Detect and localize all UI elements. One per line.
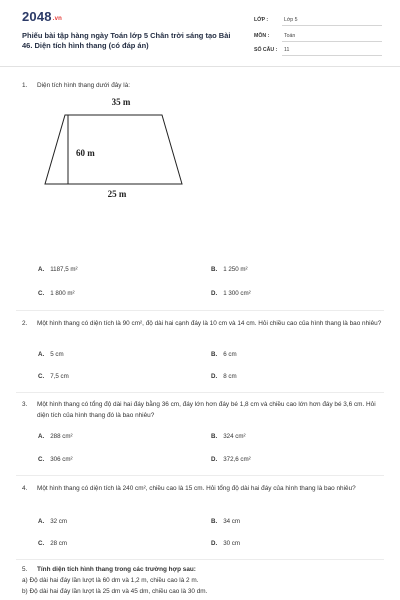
option-text: 1 300 cm² [223, 290, 251, 297]
option-text: 30 cm [223, 540, 241, 547]
option-letter: D. [211, 373, 218, 380]
option-letter: C. [38, 540, 45, 547]
option-letter: B. [211, 266, 218, 273]
option-text: 1187,5 m² [50, 266, 78, 273]
q3-option-a[interactable] [38, 433, 73, 440]
option-letter: D. [211, 456, 218, 463]
option-text: 1 250 m² [223, 266, 248, 273]
divider [16, 392, 384, 393]
question-count-label: SỐ CÂU : [254, 47, 278, 53]
q4-option-a[interactable] [38, 518, 67, 525]
logo-suffix: .vn [52, 16, 63, 22]
site-logo[interactable] [22, 9, 62, 24]
worksheet-header [0, 0, 400, 67]
option-text: 8 cm [223, 373, 237, 380]
class-field [254, 16, 382, 26]
option-text: 306 cm² [50, 456, 73, 463]
option-text: 372,6 cm² [223, 456, 251, 463]
field-underline [282, 25, 382, 26]
divider [16, 310, 384, 311]
q4-option-c[interactable] [38, 540, 67, 547]
question-5-number: 5. [22, 566, 28, 573]
question-2-number: 2. [22, 320, 28, 327]
option-letter: B. [211, 518, 218, 525]
option-letter: D. [211, 290, 218, 297]
option-letter: C. [38, 456, 45, 463]
q4-option-d[interactable] [211, 540, 240, 547]
option-text: 7,5 cm [50, 373, 69, 380]
q1-option-c[interactable] [38, 290, 75, 297]
divider [16, 559, 384, 560]
subject-field [254, 32, 382, 42]
q2-option-d[interactable] [211, 373, 237, 380]
q1-option-a[interactable] [38, 266, 78, 273]
option-letter: C. [38, 373, 45, 380]
class-value: Lớp 5 [284, 17, 298, 23]
question-2-text: Một hình thang có diện tích là 90 cm², độ dài hai cạnh đáy là 10 cm và 14 cm. Hỏi chiều cao của hình thang là bao nhiêu? [37, 320, 382, 327]
q1-option-d[interactable] [211, 290, 251, 297]
option-letter: A. [38, 266, 45, 273]
subject-label: MÔN : [254, 33, 270, 39]
option-letter: B. [211, 433, 218, 440]
logo-main: 2048 [22, 9, 52, 24]
option-letter: A. [38, 433, 45, 440]
top-base-label: 35 m [111, 97, 131, 107]
divider [16, 475, 384, 476]
option-letter: A. [38, 518, 45, 525]
q4-option-b[interactable] [211, 518, 240, 525]
q3-option-d[interactable] [211, 456, 251, 463]
worksheet-title: Phiếu bài tập hàng ngày Toán lớp 5 Chân trời sáng tạo Bài 46. Diện tích hình thang (có đáp án) [22, 31, 231, 50]
question-count-value: 11 [284, 47, 290, 53]
option-text: 28 cm [50, 540, 68, 547]
field-underline [282, 41, 382, 42]
height-label: 60 m [76, 148, 95, 158]
q3-option-b[interactable] [211, 433, 246, 440]
option-letter: A. [38, 351, 45, 358]
field-underline [282, 55, 382, 56]
question-3-text: Một hình thang có tổng độ dài hai đáy bằng 36 cm, đáy lớn hơn đáy bé 1,8 cm và chiều cao lớn hơn đáy bé 3,6 cm. Hỏi diện tích của hình thang đó là bao nhiêu? [37, 401, 376, 419]
question-1-number: 1. [22, 82, 28, 89]
question-5-title: Tính diện tích hình thang trong các trường hợp sau: [37, 566, 196, 573]
subject-value: Toán [284, 33, 296, 39]
bottom-base-label: 25 m [107, 189, 127, 199]
option-letter: D. [211, 540, 218, 547]
option-letter: B. [211, 351, 218, 358]
question-5-part-a: a) Độ dài hai đáy lần lượt là 60 dm và 1,2 m, chiều cao là 2 m. [22, 577, 199, 584]
option-text: 34 cm [223, 518, 241, 525]
q2-option-b[interactable] [211, 351, 237, 358]
q3-option-c[interactable] [38, 456, 73, 463]
class-label: LỚP : [254, 17, 269, 23]
q2-option-a[interactable] [38, 351, 64, 358]
option-text: 324 cm² [223, 433, 246, 440]
question-1-text: Diện tích hình thang dưới đây là: [37, 82, 131, 89]
option-text: 1 800 m² [50, 290, 75, 297]
question-count-field [254, 46, 382, 56]
question-4-text: Một hình thang có diện tích là 240 cm², chiều cao là 15 cm. Hỏi tổng độ dài hai đáy của hình thang là bao nhiêu? [37, 485, 356, 492]
option-letter: C. [38, 290, 45, 297]
option-text: 5 cm [50, 351, 64, 358]
option-text: 288 cm² [50, 433, 73, 440]
q2-option-c[interactable] [38, 373, 69, 380]
question-3-number: 3. [22, 401, 28, 408]
option-text: 6 cm [223, 351, 237, 358]
option-text: 32 cm [50, 518, 68, 525]
trapezoid-figure [40, 94, 200, 204]
trapezoid-shape [45, 115, 182, 184]
question-5-part-b: b) Độ dài hai đáy lần lượt là 25 dm và 45 dm, chiều cao là 30 dm. [22, 588, 208, 595]
q1-option-b[interactable] [211, 266, 248, 273]
question-4-number: 4. [22, 485, 28, 492]
